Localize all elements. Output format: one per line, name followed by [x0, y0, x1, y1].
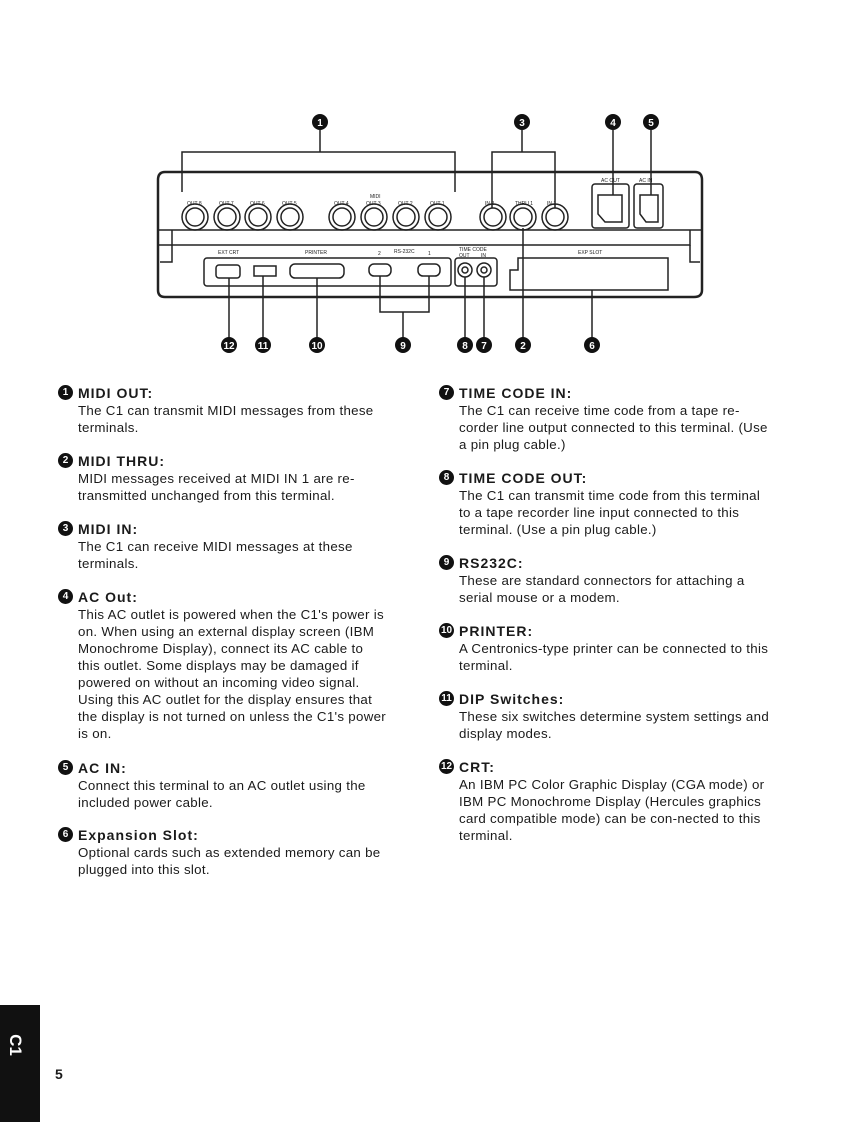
- page-number: 5: [55, 1066, 63, 1082]
- section-heading: [443, 469, 769, 487]
- section-title: TIME CODE IN:: [459, 385, 573, 401]
- section-body: An IBM PC Color Graphic Display (CGA mode) or IBM PC Monochrome Display (Hercules graphics card compatible mode) can be con-nected to this terminal.: [459, 777, 765, 843]
- rs232c-label: RS-232C: [394, 249, 415, 255]
- section-ac-in: [62, 759, 388, 811]
- svg-text:7: 7: [481, 341, 487, 352]
- number-badge-icon: 2: [58, 453, 73, 468]
- svg-text:5: 5: [648, 118, 654, 129]
- time-code-label: TIME CODE: [459, 247, 487, 253]
- section-printer: [440, 622, 769, 674]
- section-title: RS232C:: [459, 555, 524, 571]
- callout-marker: [309, 337, 325, 353]
- section-expansion-slot: [62, 826, 388, 878]
- section-title: Expansion Slot:: [78, 827, 199, 843]
- section-heading: [62, 759, 388, 777]
- number-badge-icon: 1: [58, 385, 73, 400]
- section-heading: [443, 384, 769, 402]
- section-ac-out: [62, 588, 388, 742]
- number-badge-icon: 9: [439, 555, 454, 570]
- callout-marker: [255, 337, 271, 353]
- section-midi-in: [62, 520, 388, 572]
- manual-tab: [0, 1005, 40, 1122]
- section-heading: [62, 588, 388, 606]
- number-badge-icon: 8: [439, 470, 454, 485]
- midi-out-5-label: OUT 5: [282, 201, 297, 207]
- svg-text:4: 4: [610, 118, 616, 129]
- ac-in-label: AC IN: [639, 178, 653, 184]
- callout-marker: [221, 337, 237, 353]
- section-heading: [62, 452, 388, 470]
- number-badge-icon: 12: [440, 761, 453, 772]
- section-midi-thru: [62, 452, 388, 504]
- section-title: PRINTER:: [459, 623, 534, 639]
- number-badge-icon: 4: [58, 589, 73, 604]
- section-crt: [440, 758, 769, 844]
- number-badge-icon: 10: [440, 625, 453, 636]
- section-body: Optional cards such as extended memory can be plugged into this slot.: [78, 845, 381, 877]
- section-body: The C1 can transmit MIDI messages from these terminals.: [78, 403, 374, 435]
- section-title: AC Out:: [78, 589, 138, 605]
- midi-out-2-label: OUT 2: [398, 201, 413, 207]
- section-heading: [62, 384, 388, 402]
- section-heading: [441, 690, 769, 708]
- section-title: DIP Switches:: [459, 691, 565, 707]
- section-time-code-out: [443, 469, 769, 538]
- callout-marker: [395, 337, 411, 353]
- midi-out-6-label: OUT 6: [250, 201, 265, 207]
- section-title: TIME CODE OUT:: [459, 470, 588, 486]
- section-body: MIDI messages received at MIDI IN 1 are re-transmitted unchanged from this terminal.: [78, 471, 355, 503]
- svg-text:12: 12: [223, 341, 235, 352]
- section-heading: [440, 758, 769, 776]
- callout-marker: [515, 337, 531, 353]
- rs232-1-label: 1: [428, 251, 431, 257]
- svg-text:11: 11: [257, 341, 269, 352]
- section-dip-switches: [441, 690, 770, 742]
- section-body: These are standard connectors for attaching a serial mouse or a modem.: [459, 573, 745, 605]
- section-rs232c: [443, 554, 769, 606]
- section-title: CRT:: [459, 759, 495, 775]
- svg-text:6: 6: [589, 341, 595, 352]
- section-time-code-in: [443, 384, 769, 453]
- section-body: This AC outlet is powered when the C1's power is on. When using an external display screen (IBM Monochrome Display), connect its AC cable to this outlet. Some displays may be damaged if powered on without an incoming video signal. Using this AC outlet for the display ensures that the display is not turned on unless the C1's power is on.: [78, 607, 387, 741]
- callout-marker: [584, 337, 600, 353]
- number-badge-icon: 5: [58, 760, 73, 775]
- callout-marker: [514, 114, 530, 130]
- svg-text:10: 10: [311, 341, 323, 352]
- number-badge-icon: 11: [439, 691, 454, 706]
- time-code-in-label: IN: [481, 253, 486, 259]
- section-heading: [440, 622, 769, 640]
- section-body: Connect this terminal to an AC outlet using the included power cable.: [78, 778, 366, 810]
- ext-crt-label: EXT CRT: [218, 250, 240, 256]
- midi-in-port-2-label: IN 1: [547, 201, 557, 207]
- callout-marker: [476, 337, 492, 353]
- number-badge-icon: 3: [58, 521, 73, 536]
- midi-in-port-1-label: THRU 1: [515, 201, 534, 207]
- callout-marker: [457, 337, 473, 353]
- midi-out-8-label: OUT 8: [187, 201, 202, 207]
- svg-text:2: 2: [520, 341, 526, 352]
- section-title: AC IN:: [78, 760, 127, 776]
- section-heading: [443, 554, 769, 572]
- exp-slot-label: EXP SLOT: [578, 250, 603, 256]
- section-heading: [62, 520, 388, 538]
- midi-out-4-label: OUT 4: [334, 201, 349, 207]
- tab-label: C1: [5, 1034, 25, 1056]
- svg-text:9: 9: [400, 341, 406, 352]
- rear-panel-diagram: [0, 0, 866, 370]
- time-code-out-label: OUT: [459, 253, 470, 259]
- callout-marker: [312, 114, 328, 130]
- section-body: The C1 can receive time code from a tape re-corder line output connected to this terminal. (Use a pin plug cable.): [459, 403, 768, 452]
- section-title: MIDI IN:: [78, 521, 139, 537]
- section-title: MIDI THRU:: [78, 453, 165, 469]
- printer-label: PRINTER: [305, 250, 327, 256]
- midi-label: MIDI: [370, 194, 381, 200]
- section-heading: [62, 826, 388, 844]
- callout-marker: [643, 114, 659, 130]
- section-title: MIDI OUT:: [78, 385, 154, 401]
- number-badge-icon: 6: [58, 827, 73, 842]
- rs232-2-label: 2: [378, 251, 381, 257]
- number-badge-icon: 7: [439, 385, 454, 400]
- svg-text:3: 3: [519, 118, 525, 129]
- ac-out-label: AC OUT: [601, 178, 620, 184]
- svg-text:8: 8: [462, 341, 468, 352]
- midi-in-port-0-label: IN 2: [485, 201, 495, 207]
- midi-out-1-label: OUT 1: [430, 201, 445, 207]
- section-body: These six switches determine system settings and display modes.: [459, 709, 770, 741]
- midi-out-3-label: OUT 3: [366, 201, 381, 207]
- section-body: The C1 can receive MIDI messages at these terminals.: [78, 539, 353, 571]
- section-body: A Centronics-type printer can be connected to this terminal.: [459, 641, 769, 673]
- midi-out-7-label: OUT 7: [219, 201, 234, 207]
- svg-text:1: 1: [317, 118, 323, 129]
- section-body: The C1 can transmit time code from this terminal to a tape recorder line input connected to this terminal. (Use a pin plug cable.): [459, 488, 761, 537]
- callout-marker: [605, 114, 621, 130]
- section-midi-out: [62, 384, 388, 436]
